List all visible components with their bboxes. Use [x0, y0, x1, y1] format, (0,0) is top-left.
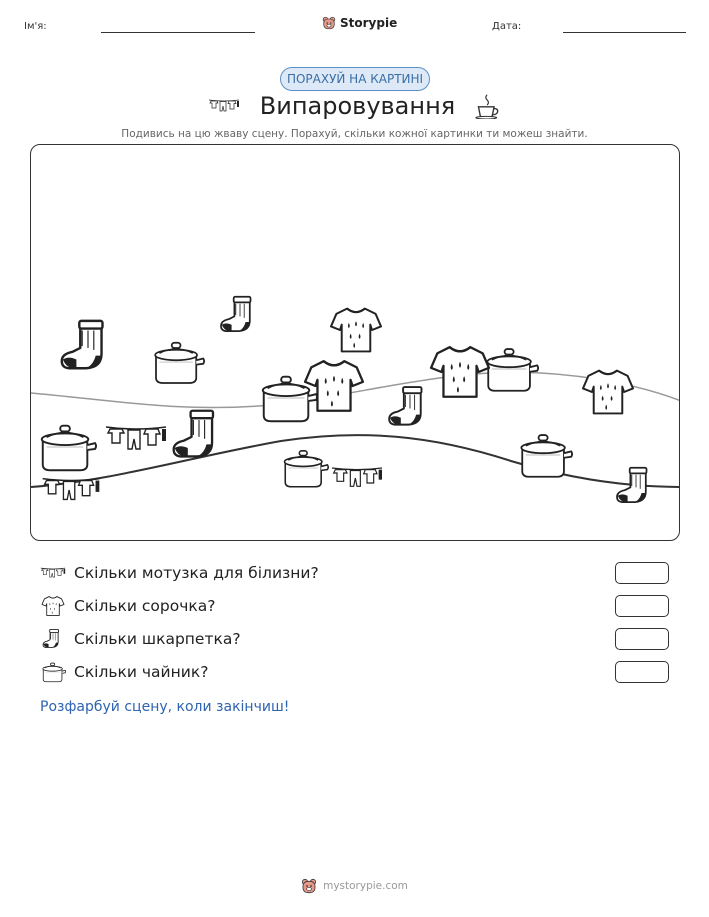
clothesline-icon	[40, 562, 66, 584]
question-row	[40, 560, 670, 586]
pot-item[interactable]	[284, 451, 328, 487]
pot-item[interactable]	[487, 349, 538, 391]
question-row	[40, 659, 670, 685]
clothesline-item[interactable]	[106, 427, 166, 449]
shirt-item[interactable]	[431, 347, 489, 397]
bear-icon	[301, 878, 317, 894]
footer-url[interactable]: mystorypie.com	[323, 880, 408, 892]
activity-badge: ПОРАХУЙ НА КАРТИНІ	[280, 67, 430, 91]
pot-icon	[40, 661, 66, 683]
shirt-item[interactable]	[331, 309, 381, 352]
brand-name: Storypie	[340, 16, 398, 30]
answer-box-pot[interactable]	[615, 661, 669, 683]
question-text: Скільки сорочка?	[74, 597, 216, 615]
pot-item[interactable]	[155, 343, 204, 383]
answer-box-shirt[interactable]	[615, 595, 669, 617]
shirt-item[interactable]	[305, 361, 363, 411]
question-text: Скільки шкарпетка?	[74, 630, 241, 648]
clothesline-icon	[208, 97, 240, 115]
instructions: Подивись на цю жваву сцену. Порахуй, скільки кожної картинки ти можеш знайти.	[121, 128, 588, 140]
cup-icon	[475, 93, 501, 119]
title-row	[0, 92, 709, 120]
question-text: Скільки чайник?	[74, 663, 209, 681]
name-line[interactable]	[101, 32, 255, 33]
sock-item[interactable]	[62, 321, 103, 368]
question-text: Скільки мотузка для білизни?	[74, 564, 319, 582]
page-title: Випаровування	[259, 92, 456, 120]
shirt-icon	[40, 595, 66, 617]
counting-scene	[31, 145, 680, 541]
sock-item[interactable]	[174, 411, 213, 457]
clothesline-item[interactable]	[43, 479, 100, 500]
shirt-item[interactable]	[583, 371, 633, 414]
bear-icon	[322, 16, 336, 30]
sock-icon	[40, 628, 66, 650]
sock-item[interactable]	[617, 468, 646, 502]
pot-item[interactable]	[521, 435, 572, 477]
date-line[interactable]	[563, 32, 686, 33]
sock-item[interactable]	[389, 387, 421, 425]
sock-item[interactable]	[221, 297, 250, 331]
storypie-logo	[322, 13, 397, 33]
question-row	[40, 626, 670, 652]
clothesline-item[interactable]	[332, 468, 382, 486]
date-label: Дата:	[492, 21, 522, 32]
answer-box-clothesline[interactable]	[615, 562, 669, 584]
answer-box-sock[interactable]	[615, 628, 669, 650]
question-row	[40, 593, 670, 619]
scene-frame	[30, 144, 680, 541]
footer	[0, 878, 709, 894]
pot-item[interactable]	[42, 426, 96, 471]
name-label: Ім'я:	[24, 21, 47, 32]
coloring-note: Розфарбуй сцену, коли закінчиш!	[40, 699, 290, 715]
